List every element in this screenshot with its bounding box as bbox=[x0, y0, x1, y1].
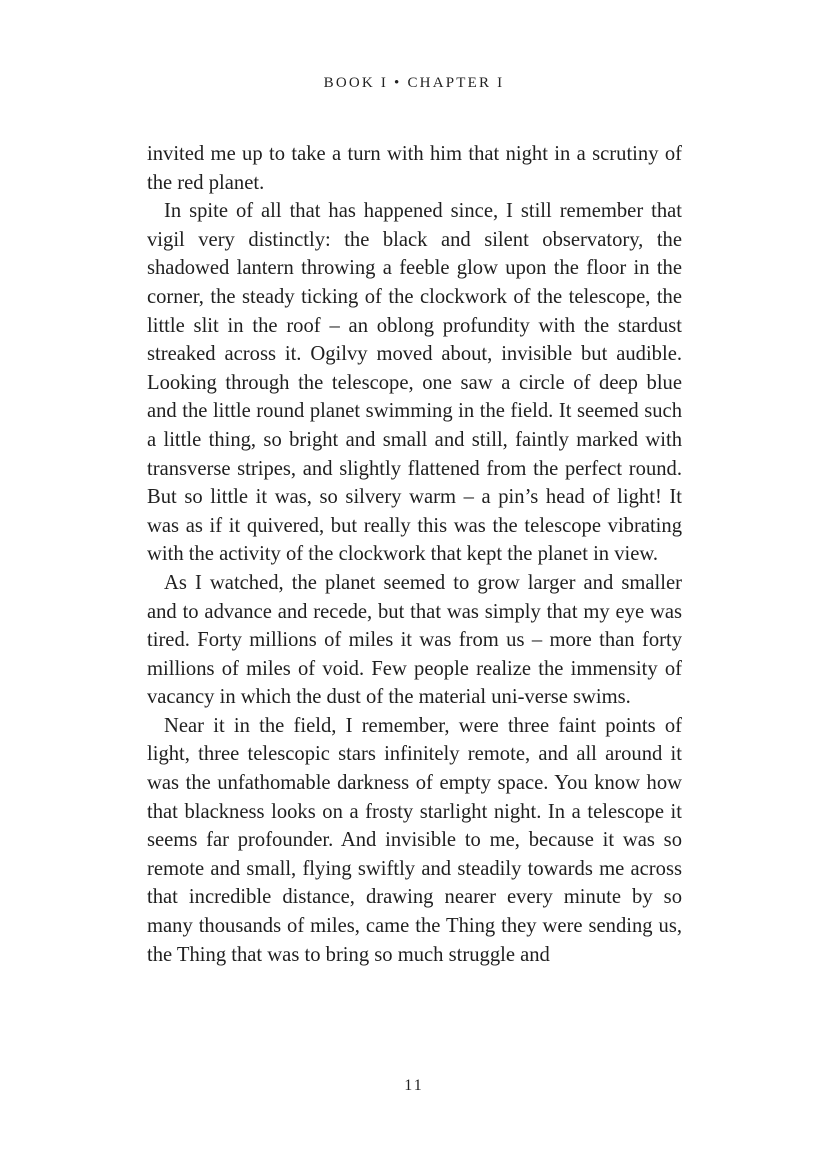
paragraph: In spite of all that has happened since, I still remember that vigil very distinctly: the black and silent observatory, the shadowed lantern throwing a feeble glow upon the floor in the corner, the steady ticking of the clockwork of the telescope, the little slit in the roof – an oblong profundity with the stardust streaked across it. Ogilvy moved about, invisible but audible. Looking through the telescope, one saw a circle of deep blue and the little round planet swimming in the field. It seemed such a little thing, so bright and small and still, faintly marked with transverse stripes, and slightly flattened from the perfect round. But so little it was, so silvery warm – a pin’s head of light! It was as if it quivered, but really this was the telescope vibrating with the activity of the clockwork that kept the planet in view. bbox=[147, 200, 682, 566]
paragraph-continued: invited me up to take a turn with him that night in a scrutiny of the red planet. bbox=[147, 143, 682, 194]
page-number: 11 bbox=[404, 1077, 424, 1094]
running-head: BOOK I • CHAPTER I bbox=[323, 75, 505, 91]
paragraph: As I watched, the planet seemed to grow larger and smaller and to advance and recede, but that was simply that my eye was tired. Forty millions of miles it was from us – more than forty millions of miles of void. Few people realize the immensity of vacancy in which the dust of the material uni-verse swims. bbox=[147, 571, 682, 709]
body-text bbox=[147, 140, 682, 969]
paragraph: Near it in the field, I remember, were three faint points of light, three telescopic stars infinitely remote, and all around it was the unfathomable darkness of empty space. You know how that blackness looks on a frosty starlight night. In a telescope it seems far profounder. And invisible to me, because it was so remote and small, flying swiftly and steadily towards me across that incredible distance, drawing nearer every minute by so many thousands of miles, came the Thing they were sending us, the Thing that was to bring so much struggle and bbox=[147, 714, 682, 966]
